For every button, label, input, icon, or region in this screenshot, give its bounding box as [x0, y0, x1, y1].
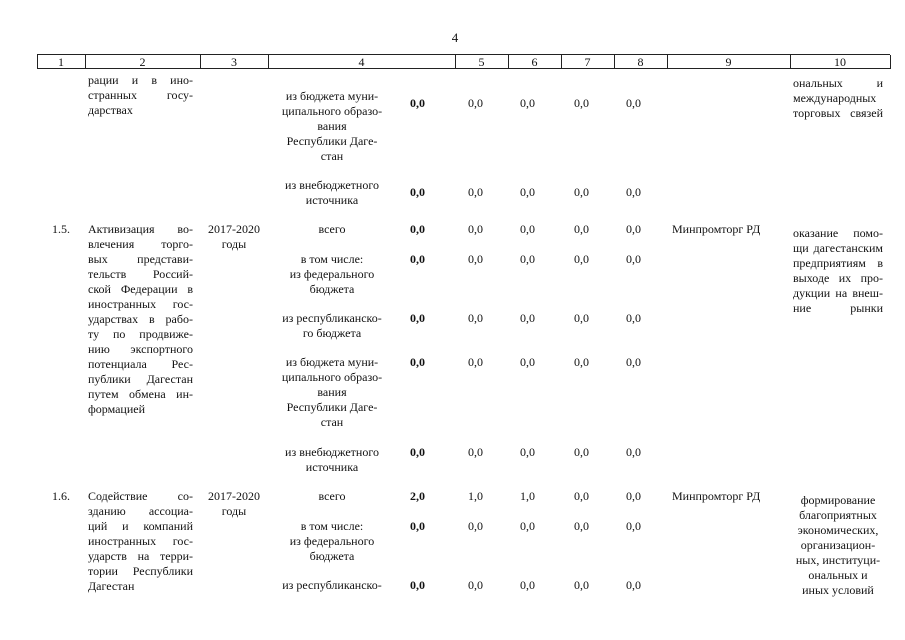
- item-1-6-funding-value-4: 0,0: [574, 519, 589, 533]
- continued-funding-value-1: 0,0: [410, 96, 425, 110]
- item-1-5-executor: Минпромторг РД: [672, 222, 761, 236]
- item-1-5-funding-label-line: вания: [317, 385, 347, 399]
- item-1-6-result-line: экономических,: [797, 523, 879, 537]
- item-1-5-title-line: вых представи-: [88, 252, 193, 266]
- header-cell-5: 5: [478, 55, 485, 69]
- item-1-5-funding-value-5: 0,0: [626, 355, 641, 369]
- header-cell-2: 2: [139, 55, 146, 69]
- item-1-5-result-line: щи дагестанским: [793, 241, 883, 255]
- item-1-5-funding-value-4: 0,0: [574, 222, 589, 236]
- continued-funding-value-5: 0,0: [626, 96, 641, 110]
- item-1-5-title-line: Активизация во-: [88, 222, 193, 236]
- item-1-6-period-line: 2017-2020: [208, 489, 260, 503]
- item-1-5-funding-label-line: из федерального: [289, 267, 375, 281]
- item-1-6-title-line: ций и компаний: [88, 519, 193, 533]
- header-cell-10: 10: [834, 55, 846, 69]
- item-1-5-result-line: оказание помо-: [793, 226, 883, 240]
- item-1-5-funding-label-line: бюджета: [309, 282, 355, 296]
- item-1-6-result: [793, 493, 883, 598]
- item-1-5-result-line: выходе их про-: [793, 271, 883, 285]
- continued-funding-label-line: из внебюджетного: [285, 178, 379, 192]
- continued-funding-value-1: 0,0: [410, 185, 425, 199]
- item-1-6-funding-value-3: 1,0: [520, 489, 535, 503]
- item-1-5-funding-value-3: 0,0: [520, 445, 535, 459]
- item-1-5-funding-value-1: 0,0: [410, 222, 425, 236]
- header-column-separator: [890, 55, 891, 69]
- header-cell-8: 8: [637, 55, 644, 69]
- item-1-6-funding-value-5: 0,0: [626, 519, 641, 533]
- item-1-6-funding-label-line: в том числе:: [300, 519, 364, 533]
- item-1-5-funding-label: [272, 445, 392, 475]
- item-1-6-result-line: организацион-: [800, 538, 876, 552]
- item-1-5-funding-label: [272, 311, 392, 341]
- continued-funding-label-line: стан: [320, 149, 344, 163]
- continued-funding-value-4: 0,0: [574, 185, 589, 199]
- continued-result-line: торговых связей: [793, 106, 883, 120]
- item-1-6-funding-value-4: 0,0: [574, 489, 589, 503]
- item-1-5-title-line: ту по продвиже-: [88, 327, 193, 341]
- item-1-5-funding-value-4: 0,0: [574, 311, 589, 325]
- item-1-6-title-line: тории Республики: [88, 564, 193, 578]
- header-cell-4: 4: [358, 55, 365, 69]
- item-1-5-funding-value-3: 0,0: [520, 311, 535, 325]
- item-1-6-funding-value-5: 0,0: [626, 578, 641, 592]
- item-1-5-title-line: ской Федерации в: [88, 282, 193, 296]
- continued-measure-title-line: рации и в ино-: [88, 73, 193, 87]
- item-1-5-funding-label-line: из бюджета муни-: [285, 355, 379, 369]
- continued-funding-label-line: из бюджета муни-: [285, 89, 379, 103]
- header-cell-7: 7: [584, 55, 591, 69]
- item-1-6-funding-value-3: 0,0: [520, 578, 535, 592]
- item-1-6-funding-label: [272, 519, 392, 564]
- item-1-6-funding-value-2: 0,0: [468, 578, 483, 592]
- continued-result-line: международных: [793, 91, 877, 105]
- item-1-6-funding-label-line: из республиканско-: [282, 578, 382, 592]
- item-1-6-period: [203, 489, 265, 519]
- item-1-5-funding-value-5: 0,0: [626, 445, 641, 459]
- item-1-5-funding-value-1: 0,0: [410, 252, 425, 266]
- item-1-6-funding-value-2: 1,0: [468, 489, 483, 503]
- item-1-5-funding-value-1: 0,0: [410, 311, 425, 325]
- item-1-5-funding-value-3: 0,0: [520, 355, 535, 369]
- continued-result-line: ональных и: [793, 76, 883, 90]
- item-1-5-funding-label-line: стан: [320, 415, 344, 429]
- item-1-6-title-line: зданию ассоциа-: [88, 504, 193, 518]
- item-1-5-funding-label: [272, 222, 392, 237]
- item-1-5-funding-value-5: 0,0: [626, 252, 641, 266]
- item-1-5-funding-value-4: 0,0: [574, 445, 589, 459]
- item-1-6-result-line: формирование: [800, 493, 876, 507]
- continued-funding-value-2: 0,0: [468, 185, 483, 199]
- item-1-5-funding-value-3: 0,0: [520, 222, 535, 236]
- continued-funding-label-line: Республики Даге-: [286, 134, 378, 148]
- item-1-6-period-line: годы: [221, 504, 247, 518]
- item-1-5-funding-label: [272, 252, 392, 297]
- item-1-6-funding-label-line: из федерального: [289, 534, 375, 548]
- item-1-6-funding-label: [272, 489, 392, 504]
- item-1-5-title-line: тельств Россий-: [88, 267, 193, 281]
- item-1-5-funding-value-2: 0,0: [468, 252, 483, 266]
- item-1-5-funding-value-1: 0,0: [410, 445, 425, 459]
- item-1-6-funding-value-1: 0,0: [410, 578, 425, 592]
- item-1-6-number: 1.6.: [52, 489, 70, 503]
- item-1-6-funding-label-line: бюджета: [309, 549, 355, 563]
- item-1-6-title-line: Дагестан: [88, 579, 135, 593]
- header-cell-3: 3: [231, 55, 237, 69]
- item-1-5-funding-value-2: 0,0: [468, 222, 483, 236]
- item-1-5-title-line: ударствах в рабо-: [88, 312, 193, 326]
- item-1-5-title-line: влечения торго-: [88, 237, 193, 251]
- item-1-6-funding-value-1: 2,0: [410, 489, 425, 503]
- item-1-5-funding-value-5: 0,0: [626, 311, 641, 325]
- item-1-5-funding-value-4: 0,0: [574, 355, 589, 369]
- item-1-6-funding-value-5: 0,0: [626, 489, 641, 503]
- item-1-5-funding-label-line: всего: [318, 222, 346, 236]
- item-1-5-funding-label-line: Республики Даге-: [286, 400, 378, 414]
- item-1-5-funding-value-2: 0,0: [468, 445, 483, 459]
- item-1-6-result-line: иных условий: [802, 583, 874, 597]
- item-1-5-title-line: нию экспортного: [88, 342, 193, 356]
- item-1-5-funding-value-5: 0,0: [626, 222, 641, 236]
- item-1-5-period-line: 2017-2020: [208, 222, 260, 236]
- item-1-6-result-line: ных, институци-: [795, 553, 881, 567]
- item-1-5-period: [203, 222, 265, 252]
- item-1-5-result: [793, 226, 883, 316]
- item-1-5-result-line: предприятиям в: [793, 256, 883, 270]
- item-1-6-result-line: ональных и: [808, 568, 868, 582]
- continued-funding-label: [272, 178, 392, 208]
- item-1-6-funding-value-2: 0,0: [468, 519, 483, 533]
- item-1-5-funding-value-4: 0,0: [574, 252, 589, 266]
- continued-measure-title: [88, 73, 193, 118]
- item-1-5-funding-label: [272, 355, 392, 430]
- item-1-6-funding-value-4: 0,0: [574, 578, 589, 592]
- continued-result: [793, 76, 883, 121]
- item-1-5-funding-value-2: 0,0: [468, 355, 483, 369]
- item-1-5-title: [88, 222, 193, 417]
- continued-funding-value-5: 0,0: [626, 185, 641, 199]
- header-cell-9: 9: [725, 55, 732, 69]
- item-1-6-title-line: Содействие со-: [88, 489, 193, 503]
- header-cell-1: 1: [58, 55, 64, 69]
- item-1-6-result-line: благоприятных: [799, 508, 877, 522]
- continued-funding-value-2: 0,0: [468, 96, 483, 110]
- item-1-5-period-line: годы: [221, 237, 247, 251]
- continued-funding-value-3: 0,0: [520, 96, 535, 110]
- item-1-6-title: [88, 489, 193, 594]
- item-1-5-funding-label-line: источника: [305, 460, 359, 474]
- continued-funding-label: [272, 89, 392, 164]
- header-cell-6: 6: [531, 55, 538, 69]
- item-1-5-title-line: публики Дагестан: [88, 372, 193, 386]
- item-1-5-funding-value-1: 0,0: [410, 355, 425, 369]
- item-1-5-funding-value-3: 0,0: [520, 252, 535, 266]
- item-1-6-funding-value-3: 0,0: [520, 519, 535, 533]
- continued-funding-value-3: 0,0: [520, 185, 535, 199]
- continued-measure-title-line: странных госу-: [88, 88, 193, 102]
- item-1-5-funding-value-2: 0,0: [468, 311, 483, 325]
- item-1-5-title-line: иностранных гос-: [88, 297, 193, 311]
- item-1-6-executor: Минпромторг РД: [672, 489, 761, 503]
- item-1-5-funding-label-line: из республиканско-: [282, 311, 382, 325]
- item-1-6-title-line: иностранных гос-: [88, 534, 193, 548]
- item-1-5-title-line: потенциала Рес-: [88, 357, 193, 371]
- item-1-5-funding-label-line: ципального образо-: [281, 370, 383, 384]
- item-1-6-funding-label: [272, 578, 392, 593]
- item-1-5-funding-label-line: в том числе:: [300, 252, 364, 266]
- item-1-6-funding-label-line: всего: [318, 489, 346, 503]
- item-1-6-title-line: ударств на терри-: [88, 549, 193, 563]
- item-1-5-result-line: дукции на внеш-: [793, 286, 883, 300]
- continued-funding-label-line: ципального образо-: [281, 104, 383, 118]
- item-1-5-funding-label-line: го бюджета: [302, 326, 362, 340]
- item-1-6-funding-value-1: 0,0: [410, 519, 425, 533]
- continued-measure-title-line: дарствах: [88, 103, 133, 117]
- continued-funding-label-line: источника: [305, 193, 359, 207]
- continued-funding-label-line: вания: [317, 119, 347, 133]
- item-1-5-funding-label-line: из внебюджетного: [285, 445, 379, 459]
- item-1-5-result-line: ние рынки: [793, 301, 883, 315]
- item-1-5-title-line: путем обмена ин-: [88, 387, 193, 401]
- page-number: 4: [451, 30, 459, 45]
- item-1-5-title-line: формацией: [88, 402, 146, 416]
- continued-funding-value-4: 0,0: [574, 96, 589, 110]
- item-1-5-number: 1.5.: [52, 222, 70, 236]
